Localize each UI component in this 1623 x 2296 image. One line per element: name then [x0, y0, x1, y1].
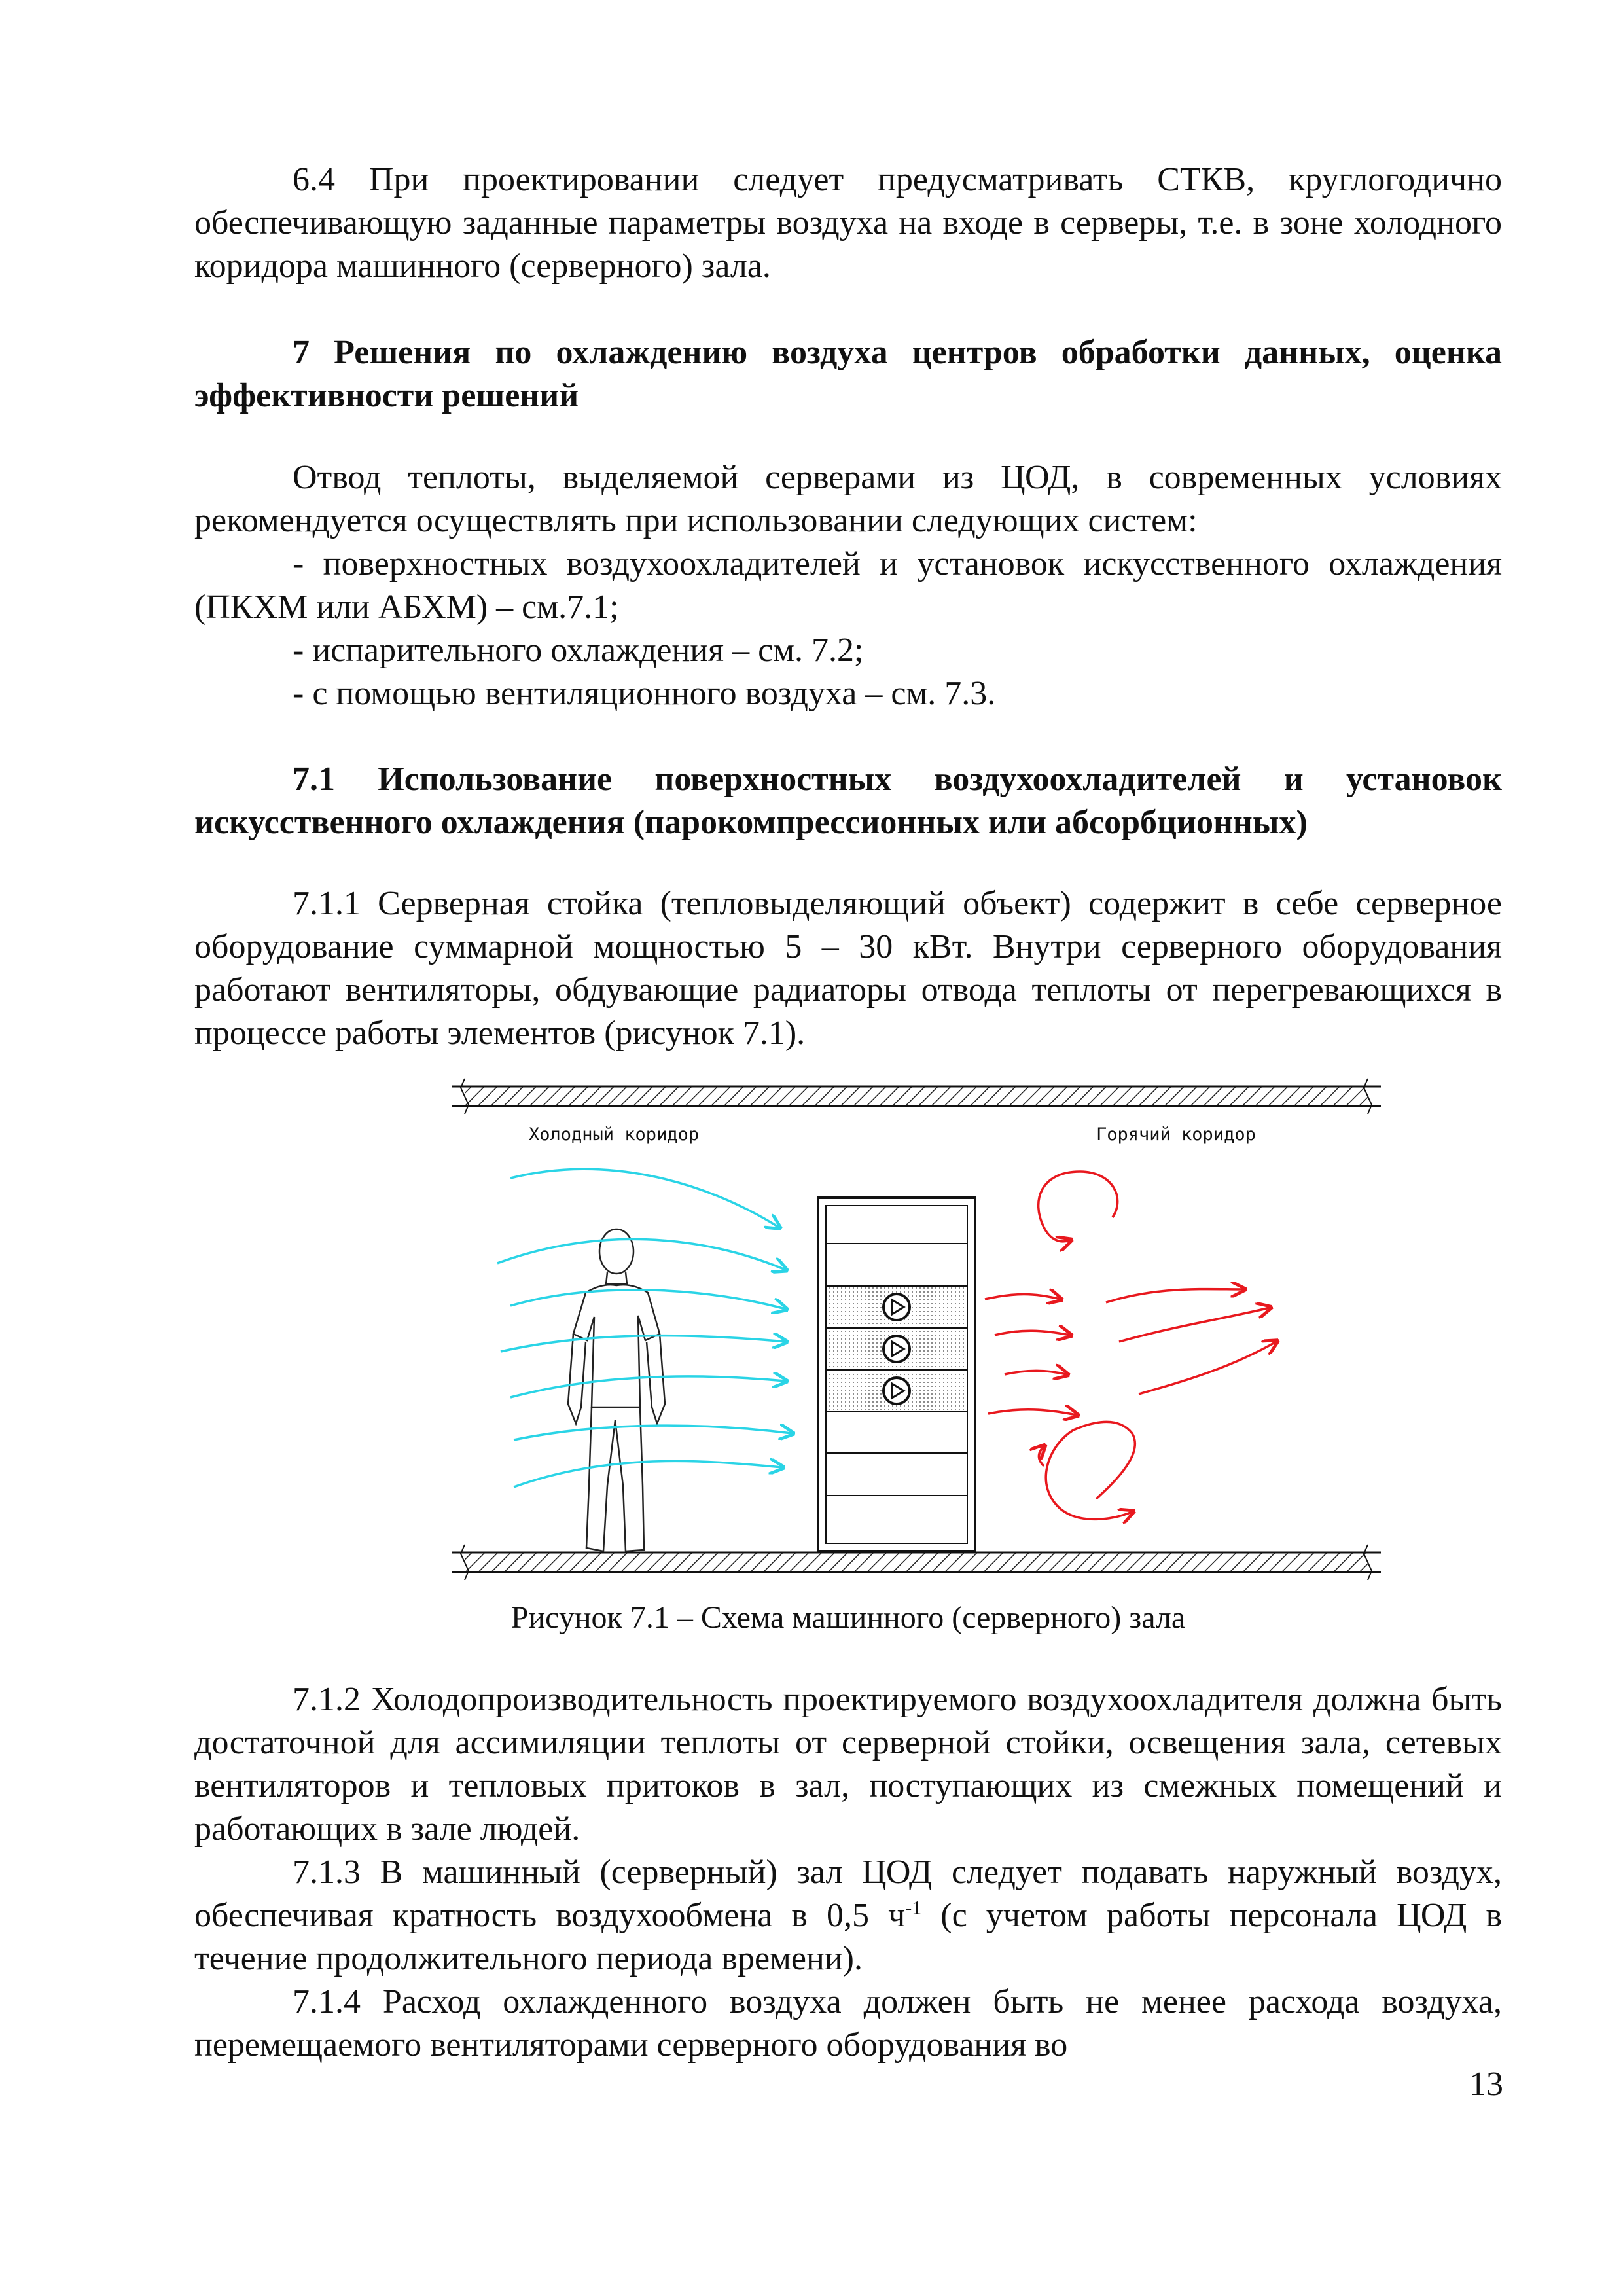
paragraph-7-1-4: 7.1.4 Расход охлажденного воздуха должен быть не менее расхода воздуха, перемещаемого вентиляторами серверного оборудования во: [194, 1983, 1502, 2064]
heading-section-7: 7 Решения по охлаждению воздуха центров обработки данных, оценка эффективности решений: [194, 334, 1502, 414]
paragraph-7-intro: Отвод теплоты, выделяемой серверами из ЦОД, в современных условиях рекомендуется осуществлять при использовании следующих систем:: [194, 459, 1502, 539]
list-item: - испарительного охлаждения – см. 7.2;: [293, 632, 864, 669]
cold-airflow: [497, 1169, 792, 1487]
heading-section-7-1: 7.1 Использование поверхностных воздухоохладителей и установок искусственного охлаждения (парокомпрессионных или абсорбционных): [194, 761, 1502, 841]
figure-caption: Рисунок 7.1 – Схема машинного (серверного) зала: [510, 1600, 1186, 1635]
person-figure: [568, 1229, 665, 1551]
paragraph-7-1-3-tail: (с учетом работы персонала ЦОД в течение продолжительного периода времени).: [194, 1897, 1502, 1977]
server-room-diagram: [452, 1067, 1381, 1590]
paragraph-7-1-2: 7.1.2 Холодопроизводительность проектируемого воздухоохладителя должна быть достаточной для ассимиляции теплоты от серверной стойки, освещения зала, сетевых вентиляторов и тепловых притоков в зал, поступающих из смежных помещений и работающих в зале людей.: [194, 1681, 1502, 1848]
paragraph-7-1-3-text: 7.1.3 В машинный (серверный) зал ЦОД следует подавать наружный воздух, обеспечивая кратность воздухообмена в 0,5 ч: [194, 1854, 1502, 1934]
paragraph-7-1-3: [194, 1851, 1502, 1981]
page-number: 13: [1469, 2066, 1503, 2103]
hour-inverse-exponent: -1: [905, 1897, 922, 1919]
server-rack: [818, 1198, 975, 1551]
paragraph-6-4: 6.4 При проектировании следует предусматривать СТКВ, круглогодично обеспечивающую заданные параметры воздуха на входе в серверы, т.е. в зоне холодного коридора машинного (серверного) зала.: [194, 161, 1502, 285]
list-item: - с помощью вентиляционного воздуха – см. 7.3.: [293, 675, 996, 712]
fan-icon: [883, 1336, 910, 1362]
paragraph-7-1-1: 7.1.1 Серверная стойка (тепловыделяющий объект) содержит в себе серверное оборудование суммарной мощностью 5 – 30 кВт. Внутри серверного оборудования работают вентиляторы, обдувающие радиаторы отвода теплоты от перегревающихся в процессе работы элементов (рисунок 7.1).: [194, 885, 1502, 1052]
hot-airflow: [985, 1172, 1276, 1519]
hot-aisle-label: Горячий коридор: [1096, 1124, 1256, 1145]
fan-icon: [883, 1294, 910, 1320]
list-item: - поверхностных воздухоохладителей и установок искусственного охлаждения (ПКХМ или АБХМ) – см.7.1;: [194, 545, 1502, 626]
cold-aisle-label: Холодный коридор: [529, 1124, 700, 1145]
ceiling-slab: [452, 1079, 1381, 1114]
fan-icon: [883, 1378, 910, 1404]
